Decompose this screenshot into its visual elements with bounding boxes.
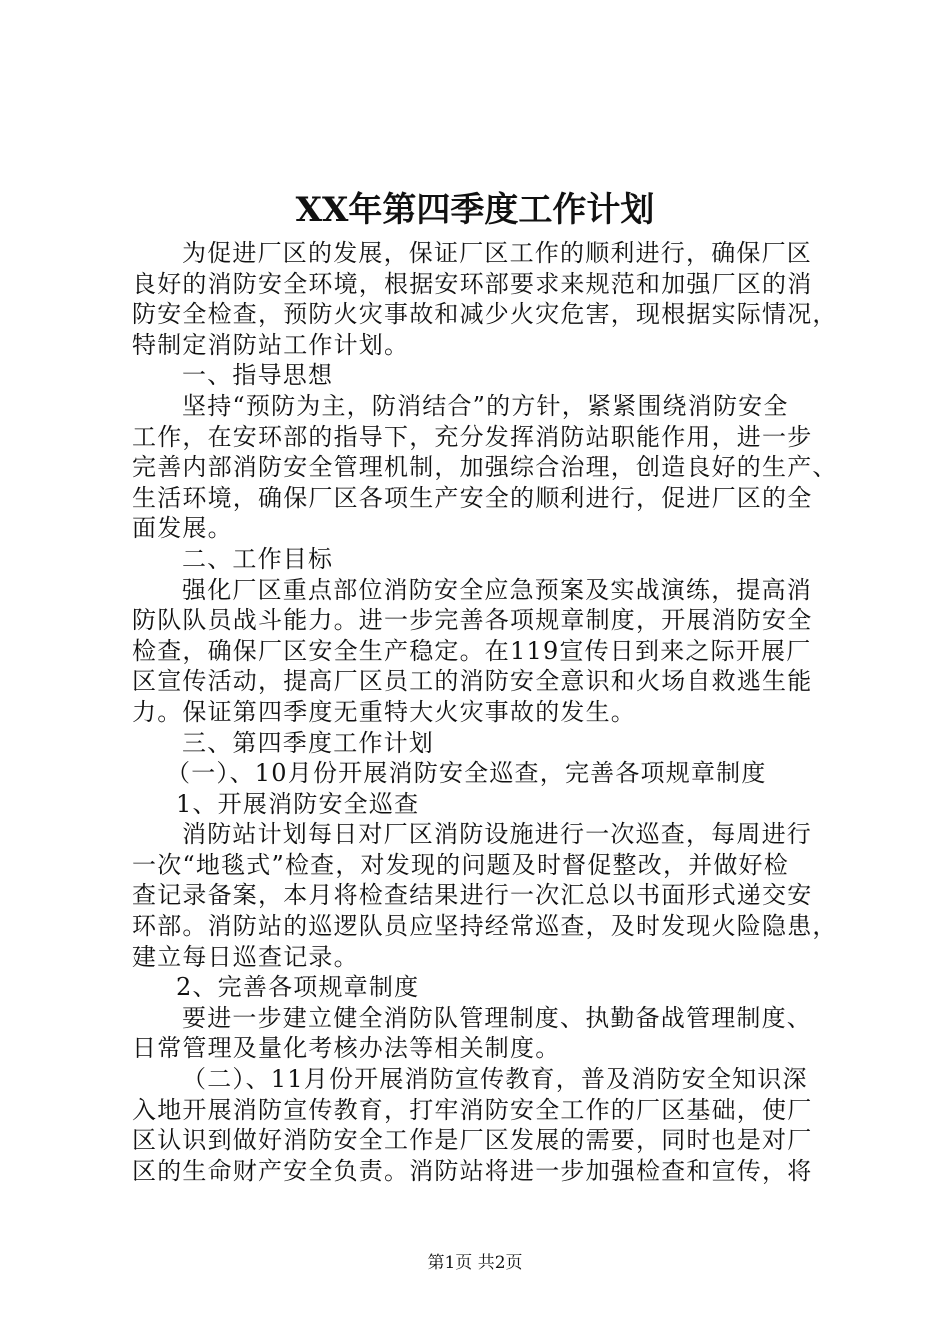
body-line: 坚持“预防为主，防消结合”的方针，紧紧围绕消防安全 — [182, 391, 789, 420]
document-body — [132, 238, 838, 1186]
section-heading: 一、指导思想 — [182, 361, 334, 390]
body-line: 工作，在安环部的指导下，充分发挥消防站职能作用，进一步 — [132, 422, 813, 451]
page-footer: 第1页 共2页 — [427, 1253, 523, 1273]
body-line: 检查，确保厂区安全生产稳定。在119宣传日到来之际开展厂 — [132, 636, 812, 665]
body-line: 面发展。 — [132, 514, 233, 543]
body-line: 完善内部消防安全管理机制，加强综合治理，创造良好的生产、 — [132, 453, 838, 482]
body-line: 要进一步建立健全消防队管理制度、执勤备战管理制度、 — [182, 1003, 812, 1032]
body-line: 强化厂区重点部位消防安全应急预案及实战演练，提高消 — [182, 575, 812, 604]
section-heading: 三、第四季度工作计划 — [182, 728, 434, 757]
body-line: 建立每日巡查记录。 — [132, 942, 359, 971]
body-line: 力。保证第四季度无重特大火灾事故的发生。 — [132, 697, 636, 726]
section-heading: 二、工作目标 — [182, 544, 334, 573]
body-line: 区的生命财产安全负责。消防站将进一步加强检查和宣传，将 — [132, 1156, 813, 1185]
body-line: 特制定消防站工作计划。 — [132, 330, 410, 359]
document-title: XX年第四季度工作计划 — [295, 190, 655, 230]
body-line: 防安全检查，预防火灾事故和减少火灾危害，现根据实际情况， — [132, 300, 838, 329]
body-line: 日常管理及量化考核办法等相关制度。 — [132, 1034, 561, 1063]
body-line: 一次“地毯式”检查，对发现的问题及时督促整改，并做好检 — [132, 850, 789, 879]
body-line: 生活环境，确保厂区各项生产安全的顺利进行，促进厂区的全 — [132, 483, 813, 512]
item-heading: 2、完善各项规章制度 — [176, 973, 420, 1002]
body-line: 入地开展消防宣传教育，打牢消防安全工作的厂区基础，使厂 — [132, 1095, 813, 1124]
body-line: 区宣传活动，提高厂区员工的消防安全意识和火场自救逃生能 — [132, 667, 813, 696]
body-line: 为促进厂区的发展，保证厂区工作的顺利进行，确保厂区 — [182, 239, 812, 267]
body-line: 区认识到做好消防安全工作是厂区发展的需要，同时也是对厂 — [132, 1126, 813, 1155]
body-line: 良好的消防安全环境，根据安环部要求来规范和加强厂区的消 — [132, 269, 813, 298]
body-line: 环部。消防站的巡逻队员应坚持经常巡查，及时发现火险隐患， — [132, 912, 838, 941]
body-line: 消防站计划每日对厂区消防设施进行一次巡查，每周进行 — [182, 820, 812, 849]
subsection-heading: （一）、10月份开展消防安全巡查，完善各项规章制度 — [166, 759, 767, 788]
body-line: 查记录备案，本月将检查结果进行一次汇总以书面形式递交安 — [132, 881, 813, 910]
item-heading: 1、开展消防安全巡查 — [176, 789, 420, 818]
body-line: 防队队员战斗能力。进一步完善各项规章制度，开展消防安全 — [132, 606, 813, 635]
subsection-heading: （二）、11月份开展消防宣传教育，普及消防安全知识深 — [182, 1065, 808, 1094]
